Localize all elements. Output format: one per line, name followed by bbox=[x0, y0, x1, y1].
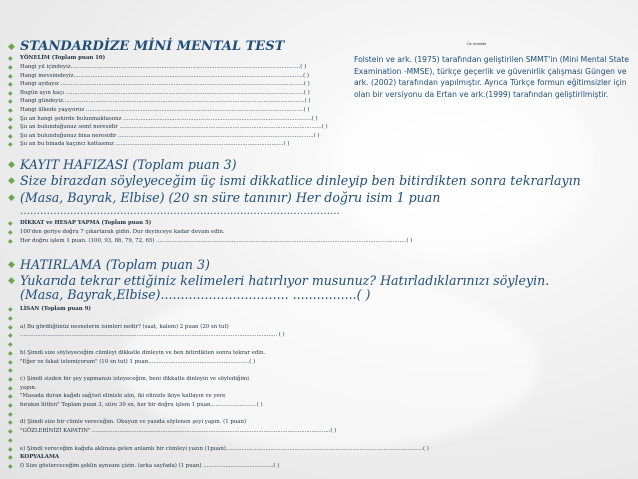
language-item-row bbox=[8, 419, 246, 427]
language-item-row bbox=[8, 437, 20, 445]
orientation-item: Şu an bu binada kaçıncı kattasınız ..................................................................................................( ) bbox=[20, 141, 290, 148]
orientation-title: YÖNELİM (Toplam puan 10) bbox=[20, 55, 106, 61]
bullet-icon: ◆ bbox=[8, 462, 13, 470]
language-title: LİSAN (Toplam puan 9) bbox=[20, 306, 91, 312]
orientation-item: Bugün ayın kaçı ...........................................................................................................................................( ) bbox=[20, 89, 310, 96]
language-item-row bbox=[8, 376, 249, 384]
language-item: "GÖZLERİNİZİ KAPATIN" ...........................................................................................................................................( ) bbox=[20, 428, 337, 435]
orientation-item-row bbox=[8, 81, 310, 89]
bullet-icon: ◆ bbox=[8, 64, 13, 71]
orientation-item-row bbox=[8, 73, 309, 81]
orientation-item: Hangi mevsimdeyiz......................................................................................................................................( ) bbox=[20, 72, 310, 79]
orientation-item-row bbox=[8, 116, 318, 124]
bullet-icon: ◆ bbox=[8, 107, 13, 114]
orientation-item-row bbox=[8, 98, 310, 106]
language-item-row bbox=[8, 446, 429, 454]
orientation-item: Şu an bulunduğunuz semt neresidir ......................................................................................................................( ) bbox=[20, 124, 328, 131]
memory-title: KAYIT HAFIZASI (Toplam puan 3) bbox=[20, 157, 237, 172]
bullet-icon: ◆ bbox=[8, 124, 13, 132]
orientation-item-row bbox=[8, 90, 310, 98]
orientation-item: Hangi aydayız ..............................................................................................................................................( ) bbox=[20, 81, 310, 88]
bullet-icon: ◆ bbox=[8, 384, 13, 392]
bullet-icon: ◆ bbox=[8, 341, 13, 349]
orientation-item-row bbox=[8, 133, 319, 141]
language-item: b) Şimdi size söyleyeceğim cümleyi dikkatle dinleyin ve ben bitirdikten sonra tekrar edin. bbox=[20, 349, 266, 356]
language-item: KOPYALAMA bbox=[20, 454, 60, 461]
bullet-icon: ◆ bbox=[8, 323, 13, 331]
attention-line-row bbox=[8, 229, 225, 237]
bullet-icon: ◆ bbox=[8, 55, 13, 62]
bullet-icon: ◆ bbox=[8, 141, 13, 149]
bullet-icon: ◆ bbox=[8, 402, 13, 409]
tiny-label: Öz rmadde bbox=[467, 42, 487, 46]
bullet-icon: ◆ bbox=[8, 419, 13, 427]
heading-row bbox=[8, 40, 284, 54]
bullet-icon: ◆ bbox=[8, 81, 13, 89]
language-item-row bbox=[8, 393, 225, 401]
bullet-icon: ◆ bbox=[8, 428, 13, 436]
recall-line: (Masa, Bayrak,Elbise)................................ ................( ) bbox=[20, 286, 371, 302]
language-item: c) Şimdi sizden bir şey yapmanızı isteyeceğim, beni dikkatle dinleyin ve söylediğimi bbox=[20, 375, 249, 382]
language-item-row bbox=[8, 411, 20, 419]
orientation-item-row bbox=[8, 64, 306, 72]
language-item: ...................................................................................................................................................... ( ) bbox=[20, 332, 285, 339]
bullet-icon: ◆ bbox=[8, 72, 13, 80]
language-item-row bbox=[8, 350, 265, 358]
language-item-row bbox=[8, 324, 229, 332]
language-item-row bbox=[8, 454, 59, 462]
bullet-icon: ◆ bbox=[8, 89, 13, 97]
bullet-icon: ◆ bbox=[8, 193, 15, 203]
attention-line: 100'den geriye doğru 7 çıkartarak gidin. Dur deyinceye kadar devam edin. bbox=[20, 229, 225, 235]
bullet-icon: ◆ bbox=[8, 220, 13, 227]
memory-line-row bbox=[8, 174, 581, 188]
attention-title-row bbox=[8, 220, 151, 228]
language-item-row bbox=[8, 428, 336, 436]
bullet-icon: ◆ bbox=[8, 276, 15, 286]
memory-dots: …………………………………………………………………………………… bbox=[20, 205, 340, 217]
language-item: a) Bu gördüğünüz nesnelerin isimleri nedir? (saat, kalem) 2 puan (20 sn tut) bbox=[20, 323, 229, 330]
bullet-icon: ◆ bbox=[8, 42, 15, 52]
bullet-icon: ◆ bbox=[8, 445, 13, 453]
language-item-row bbox=[8, 367, 20, 375]
language-item: "Masada duran kağıdı sağ/sol elinizle alın, iki elinizle ikiye katlayın ve yere bbox=[20, 393, 226, 400]
orientation-item: Hangi yıl içindeyiz......................................................................................................................................( ) bbox=[20, 64, 307, 70]
bullet-icon: ◆ bbox=[8, 315, 13, 322]
orientation-item-row bbox=[8, 124, 328, 132]
bullet-icon: ◆ bbox=[8, 260, 15, 270]
language-item: yapın. bbox=[20, 384, 37, 391]
bullet-icon: ◆ bbox=[8, 367, 13, 375]
recall-line-row bbox=[8, 274, 549, 301]
bullet-icon: ◆ bbox=[8, 393, 13, 401]
memory-line: (Masa, Bayrak, Elbise) (20 sn süre tanınır) Her doğru isim 1 puan bbox=[20, 190, 441, 205]
bullet-icon: ◆ bbox=[8, 375, 13, 383]
bullet-icon: ◆ bbox=[8, 358, 13, 366]
memory-title-row bbox=[8, 158, 237, 172]
language-item-row bbox=[8, 315, 20, 323]
bullet-icon: ◆ bbox=[8, 306, 13, 313]
bullet-icon: ◆ bbox=[8, 115, 13, 123]
language-item: e) Şimdi vereceğim kağıda aklınıza gelen anlamlı bir cümleyi yazın (1puan)...................................................................................................................( ) bbox=[20, 445, 429, 452]
bullet-icon: ◆ bbox=[8, 436, 13, 444]
bullet-icon: ◆ bbox=[8, 160, 15, 170]
language-item-row bbox=[8, 463, 279, 471]
attention-title: DİKKAT ve HESAP YAPMA (Toplam puan 5) bbox=[20, 220, 152, 226]
page-title: STANDARDİZE MİNİ MENTAL TEST bbox=[20, 39, 285, 54]
note-text: Folstein ve ark. (1975) tarafından geliştirilen SMMT'in (Mini Mental State Examination -MMSE), türkçe geçerlik ve güvenirlik çalışması Güngen ve ark. (2002) tarafından yapılmıştır. Ayrıca Türkçe formun eğitimsizler için olan bir versiyonu da Ertan ve ark.(1999) tarafından geliştirilmiştir. bbox=[354, 55, 629, 99]
language-item-row bbox=[8, 332, 285, 340]
language-item: f) Size gösterceceğim şeklin aynısını çizin. (arka sayfada) (1 puan) .........................................( ) bbox=[20, 462, 280, 469]
language-item-row bbox=[8, 385, 37, 393]
orientation-item: Hangi ülkede yaşıyoruz ...............................................................................................................................( ) bbox=[20, 107, 310, 113]
bullet-icon: ◆ bbox=[8, 229, 13, 236]
bullet-icon: ◆ bbox=[8, 176, 15, 186]
language-item-row bbox=[8, 341, 20, 349]
bullet-icon: ◆ bbox=[8, 332, 13, 340]
orientation-item-row bbox=[8, 107, 309, 115]
attention-line-row bbox=[8, 238, 412, 246]
memory-line-row bbox=[8, 191, 440, 218]
orientation-title-row bbox=[8, 55, 105, 63]
orientation-item: Hangi gündeyiz.............................................................................................................................................( ) bbox=[20, 98, 311, 105]
language-item-row bbox=[8, 359, 255, 367]
bullet-icon: ◆ bbox=[8, 454, 13, 462]
bullet-icon: ◆ bbox=[8, 238, 13, 245]
language-item-row bbox=[8, 402, 263, 410]
recall-title-row bbox=[8, 258, 210, 272]
bullet-icon: ◆ bbox=[8, 410, 13, 418]
recall-line: Yukarıda tekrar ettiğiniz kelimeleri hatırlıyor musunuz? Hatırladıklarınızı söyleyin. bbox=[20, 273, 550, 288]
language-item: bırakın lütfen" Toplam puan 3, süre 30 sn, her bir doğru işlem 1 puan...........................( ) bbox=[20, 402, 263, 408]
language-item: d) Şimdi size bir cümle vereceğim. Okuyun ve yazıda söylenen şeyi yapın. (1 puan) bbox=[20, 419, 247, 426]
attention-line: Her doğru işlem 1 puan. (100, 93, 86, 79, 72, 65) ..................................................................................................................................................( ) bbox=[20, 238, 413, 244]
bullet-icon: ◆ bbox=[8, 349, 13, 357]
orientation-item: Şu an hangi şehirde bulunmaktasınız ..............................................................................................................( ) bbox=[20, 115, 318, 122]
language-item: "Eğer ve fakat istemiyorum" (10 sn tut) 1 puan...........................................................( ) bbox=[20, 358, 256, 365]
language-title-row bbox=[8, 306, 91, 314]
bullet-icon: ◆ bbox=[8, 98, 13, 106]
recall-title: HATIRLAMA (Toplam puan 3) bbox=[20, 257, 210, 272]
orientation-item-row bbox=[8, 141, 289, 149]
orientation-item: Şu an bulunduğunuz bina neresidir ..................................................................................................................( ) bbox=[20, 132, 320, 139]
bullet-icon: ◆ bbox=[8, 132, 13, 140]
memory-line: Size birazdan söyleyeceğim üç ismi dikkatlice dinleyip ben bitirdikten sonra tekrarlayın bbox=[20, 173, 581, 188]
